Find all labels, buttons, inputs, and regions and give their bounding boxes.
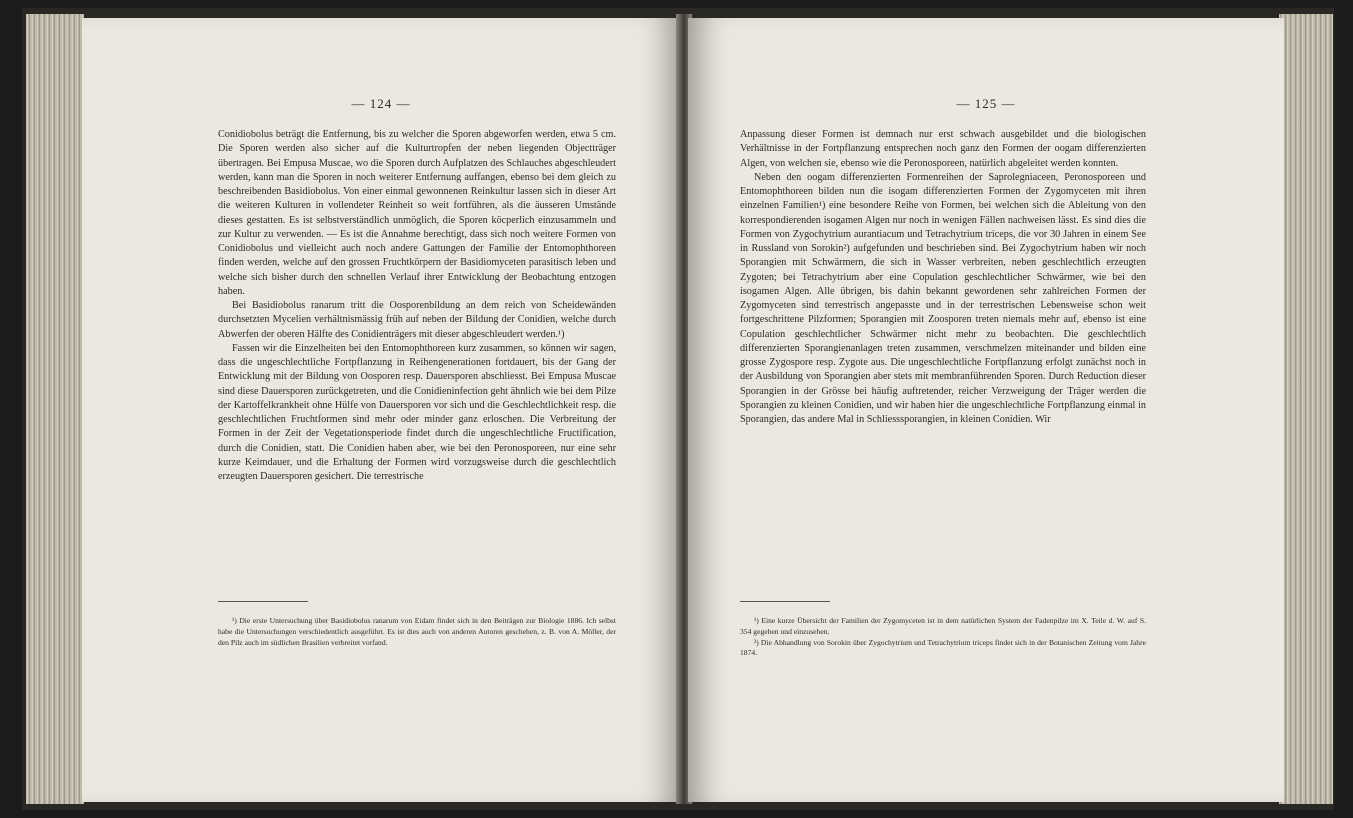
page-number: — 125 — bbox=[956, 96, 1016, 111]
paragraph: Bei Basidiobolus ranarum tritt die Oosporenbildung an dem reich von Scheidewänden durchsetzten Mycelien verhältnismässig früh auf neben der Bildung der Conidien, welche durch Abwerfen der oberen Hälfte des Conidienträgers mit dieser abgeschleudert werden.¹) bbox=[218, 300, 616, 340]
paragraph: Neben den oogam differenzierten Formenreihen der Saprolegniaceen, Peronosporeen und Entomophthoreen bilden nun die isogam differenzierten Formen der Zygomyceten mit ihren einzelnen Familien¹) eine besondere Reihe von Formen, bei welchen sich die Ableitung von den korrespondierenden isogamen Algen nur noch in wenigen Fällen nachweisen lässt. Es sind dies die Formen von Zygochytrium aurantiacum und Tetrachytrium triceps, die vor 30 Jahren in einem See in Russland von Sorokin²) aufgefunden und beschrieben sind. Bei Zygochytrium haben wir noch Sporangien mit Schwärmern, die sich in Wasser verbreiten, neben geschlechtlich erzeugten Zygoten; bei Tetrachytrium aber eine Copulation geschlechtlicher Schwärmer, wie bei den isogamen Algen. Alle übrigen, bis dahin bekannt gewordenen sehr zahlreichen Formen der Zygomyceten sind terrestrisch angepasste und in der terrestrischen Lebensweise schon weit fortgeschrittene Pilzformen; Sporangien mit Zoosporen treten niemals mehr auf, ebenso ist eine Copulation geschlechtlicher Schwärmer nicht mehr zu beobachten. Die geschlechtlich differenzierten Sporangienanlagen treten zusammen, verschmelzen miteinander und bilden eine grosse Zygospore resp. Zygote aus. Die ungeschlechtliche Fortpflanzung erfolgt zunächst noch in der Ausbildung von Sporangien aber stets mit membranführenden Sporen. Durch Reduction dieser Sporangien in der Grösse bei häufig auftretender, reicher Verzweigung der Träger werden die Sporangien zu kleinen Conidien, und wir haben hier die ungeschlechtliche Fortpflanzung einmal in Sporangien, das andere Mal in Schliesssporangien, in kleinen Conidien. Wir bbox=[740, 171, 1146, 425]
body-text bbox=[740, 128, 1146, 427]
page-number: — 124 — bbox=[351, 96, 411, 111]
paragraph: Fassen wir die Einzelheiten bei den Entomophthoreen kurz zusammen, so können wir sagen, dass die ungeschlechtliche Fortpflanzung in Reihengenerationen fortdauert, bis der Gang der Entwicklung mit der Bildung von Oosporen resp. Dauersporen abschliesst. Bei Empusa Muscae sind diese Dauersporen zurückgetreten, und die Conidieninfection geht ähnlich wie bei dem Pilze der Kartoffelkrankheit ohne Hülfe von Dauersporen vor sich und die Geschlechtlichkeit resp. die geschlechtlichen Fruchtformen sind mehr oder minder ganz erloschen. Die Verbreitung der Formen in der Zeit der Vegetationsperiode findet durch die ungeschlechtliche Fructification, durch die Conidien, statt. Die Conidien haben aber, wie bei den Peronosporeen, nur eine sehr kurze Keimdauer, und die Erhaltung der Formen wird vorzugsweise durch die geschlechtlich erzeugten Dauersporen gesichert. Die terrestrische bbox=[218, 342, 616, 482]
paragraph: Anpassung dieser Formen ist demnach nur erst schwach ausgebildet und die biologischen Verhältnisse in der Fortpflanzung entsprechen noch ganz den Formen der oogam differenzierten Algen, von welchen sie, ebenso wie die Peronosporeen, natürlich abgeleitet werden konnten. bbox=[740, 129, 1146, 169]
footnotes bbox=[740, 616, 1146, 659]
footnote-divider bbox=[218, 601, 308, 602]
left-page bbox=[82, 18, 680, 802]
right-page-edges bbox=[1279, 14, 1333, 804]
body-text bbox=[218, 128, 616, 484]
footnote: ¹) Die erste Untersuchung über Basidiobolus ranarum von Eidam findet sich in den Beiträgen zur Biologie 1886. Ich selbst habe die Untersuchungen verschiedentlich ausgeführt. Es ist dies auch von anderen Autoren geschehen, z. B. von A. Möller, der den Pilz auch im südlichen Brasilien verbreitet vorfand. bbox=[218, 616, 616, 647]
footnotes bbox=[218, 616, 616, 648]
footnote-divider bbox=[740, 601, 830, 602]
footnote: ²) Die Abhandlung von Sorokin über Zygochytrium und Tetrachytrium triceps findet sich in der Botanischen Zeitung vom Jahre 1874. bbox=[740, 637, 1146, 658]
left-page-edges bbox=[26, 14, 84, 804]
paragraph: Conidiobolus beträgt die Entfernung, bis zu welcher die Sporen abgeworfen werden, etwa 5 cm. Die Sporen werden also sicher auf die Kulturtropfen der neben liegenden Objectträger übertragen. Bei Empusa Muscae, wo die Sporen durch Aufplatzen des Schlauches abgeschleudert werden, kann man die Sporen in noch weiterer Entfernung auffangen, ebenso bei dem gleich zu beschreibenden Basidiobolus. Von einer einmal gewonnenen Reinkultur lassen sich in dieser Art die weiteren Kulturen in vollendeter Reinheit so weit fortführen, als die äusseren Umstände dieses gestatten. Es ist selbstverständlich unmöglich, die Sporen köcperlich einzusammeln und zur Kultur zu verwenden. — Es ist die Annahme berechtigt, dass sich noch weitere Formen von Conidiobolus und vielleicht auch noch andere Gattungen der Familie der Entomophthoreen finden werden, welche auf den grossen Fruchtkörpern der Basidiomyceten parasitisch leben und welche sich bisher durch den schnellen Verlauf ihrer Entwicklung der Beobachtung entzogen haben. bbox=[218, 129, 616, 297]
right-page bbox=[688, 18, 1284, 802]
footnote: ¹) Eine kurze Übersicht der Familien der Zygomyceten ist in dem natürlichen System der Fadenpilze im X. Teile d. W. auf S. 354 gegeben und einzusehen. bbox=[740, 616, 1146, 636]
